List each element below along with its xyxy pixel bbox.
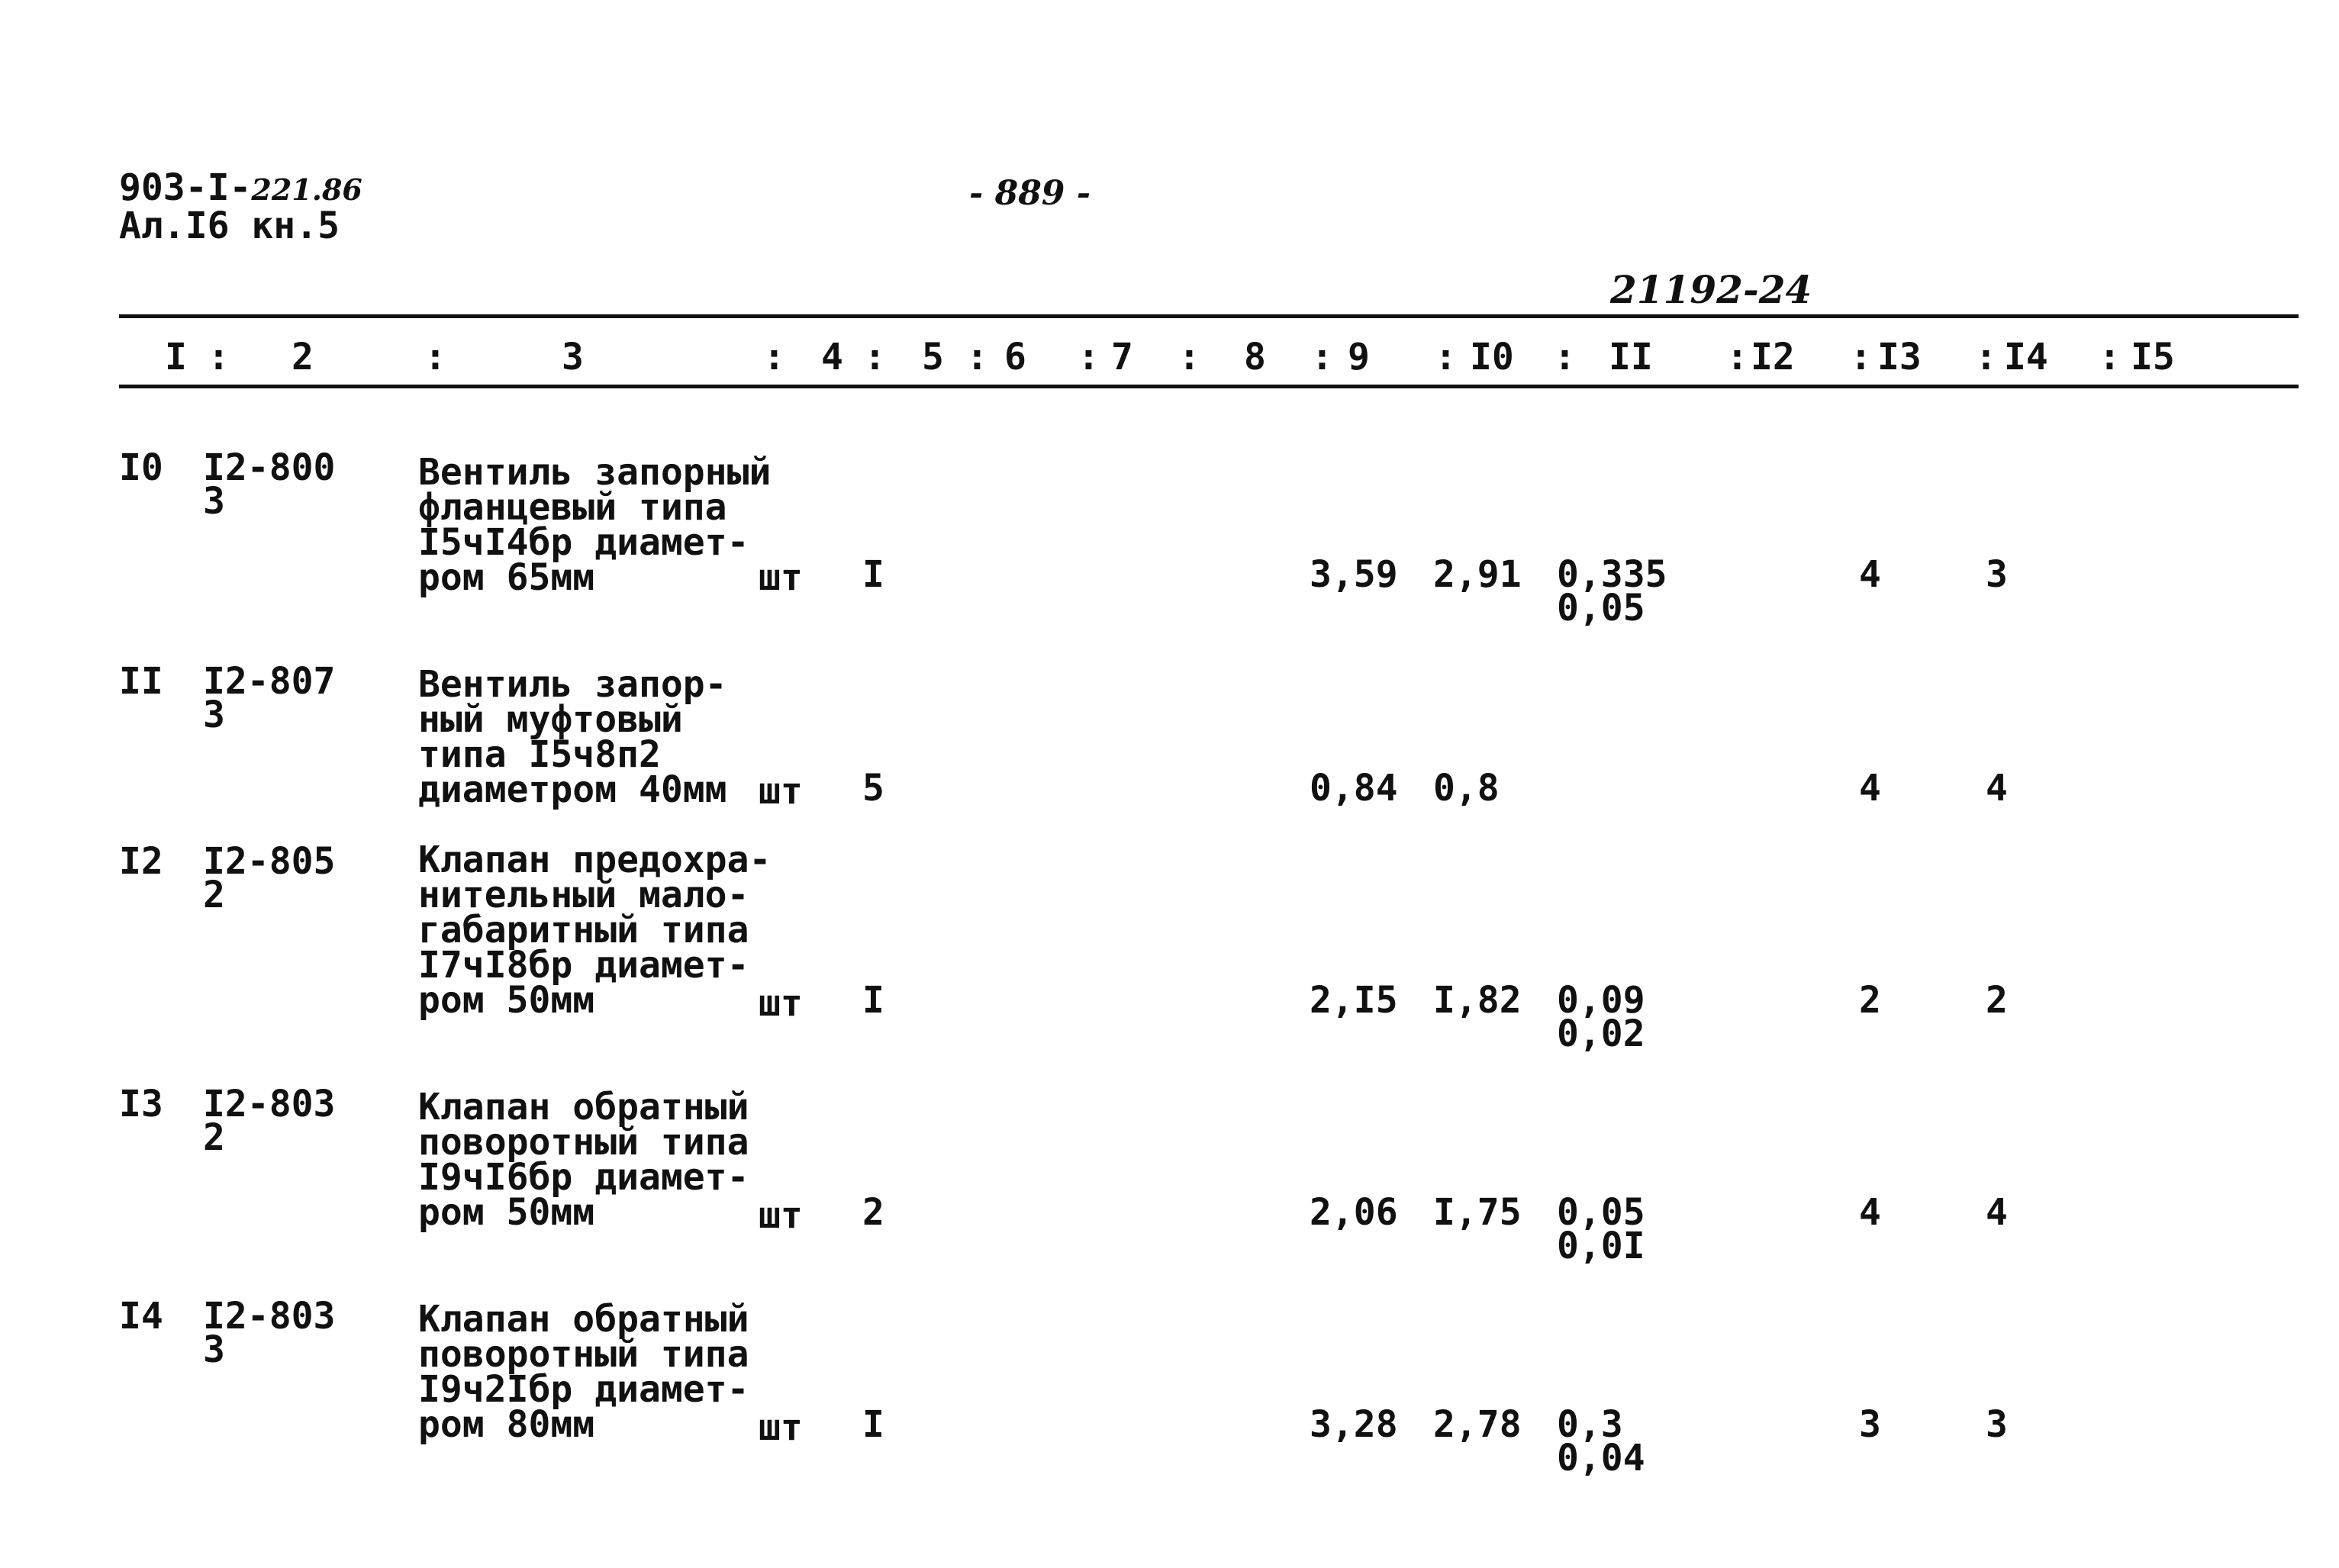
column-header: 7	[1111, 336, 1133, 378]
column-separator: :	[864, 336, 886, 378]
norm-code: I2-800	[203, 446, 336, 489]
item-description: Вентиль запорный фланцевый типа I5чI4бр диамет- ром 65мм	[418, 451, 772, 599]
page-number: - 889 -	[969, 174, 1091, 213]
quantity: I	[862, 1403, 884, 1446]
value-col13: 4	[1859, 1191, 1881, 1234]
norm-code-sub: 3	[203, 694, 225, 736]
column-header: I4	[2004, 336, 2048, 378]
column-separator: :	[966, 336, 988, 378]
column-separator: :	[2099, 336, 2121, 378]
value-col9: 0,84	[1310, 767, 1398, 810]
value-col13: 4	[1859, 767, 1881, 810]
value-col10: I,82	[1433, 979, 1522, 1022]
sheet-number: 21192-24	[1610, 267, 1812, 312]
column-header: I5	[2131, 336, 2175, 378]
row-number: II	[119, 660, 163, 703]
value-col10: 0,8	[1433, 767, 1500, 810]
column-separator: :	[1311, 336, 1333, 378]
value-col13: 4	[1859, 553, 1881, 596]
norm-code: I2-805	[203, 840, 336, 883]
row-number: I2	[119, 840, 163, 883]
column-header: 5	[922, 336, 944, 378]
value-col10: 2,91	[1433, 553, 1522, 596]
column-header: 8	[1244, 336, 1266, 378]
column-separator: :	[1078, 336, 1100, 378]
quantity: I	[862, 979, 884, 1022]
norm-code: I2-803	[203, 1083, 336, 1125]
value-col14: 4	[1986, 767, 2008, 810]
value-col11-main: 0,05	[1557, 1191, 1645, 1234]
row-number: I3	[119, 1083, 163, 1125]
quantity: 5	[862, 767, 884, 810]
value-col11-sub: 0,0I	[1557, 1225, 1645, 1267]
column-header: 2	[292, 336, 314, 378]
column-header: I	[165, 336, 187, 378]
column-header: 3	[562, 336, 584, 378]
album-reference: Ал.I6 кн.5	[119, 204, 340, 247]
item-description: Клапан предохра- нительный мало- габаритный типа I7чI8бр диамет- ром 50мм	[418, 839, 772, 1022]
column-separator: :	[424, 336, 446, 378]
column-separator: :	[1178, 336, 1200, 378]
value-col9: 3,28	[1310, 1403, 1398, 1446]
column-header: I0	[1470, 336, 1514, 378]
column-separator: :	[1554, 336, 1576, 378]
item-description: Клапан обратный поворотный типа I9чI6бр диамет- ром 50мм	[418, 1086, 749, 1234]
column-header: II	[1609, 336, 1653, 378]
table-header-rule	[119, 385, 2299, 388]
column-separator: :	[1975, 336, 1997, 378]
unit: шт	[759, 1406, 803, 1449]
unit: шт	[759, 982, 803, 1025]
norm-code-sub: 3	[203, 1328, 225, 1371]
norm-code-sub: 2	[203, 874, 225, 916]
value-col11-main: 0,09	[1557, 979, 1645, 1022]
column-header: I3	[1877, 336, 1922, 378]
column-header: 6	[1004, 336, 1026, 378]
unit: шт	[759, 1194, 803, 1237]
column-separator: :	[1435, 336, 1457, 378]
value-col10: 2,78	[1433, 1403, 1522, 1446]
document-code-suffix: 221.86	[251, 172, 362, 207]
quantity: I	[862, 553, 884, 596]
norm-code: I2-803	[203, 1295, 336, 1338]
value-col11-main: 0,335	[1557, 553, 1667, 596]
quantity: 2	[862, 1191, 884, 1234]
value-col9: 3,59	[1310, 553, 1398, 596]
unit: шт	[759, 770, 803, 813]
value-col13: 3	[1859, 1403, 1881, 1446]
value-col11-sub: 0,04	[1557, 1437, 1645, 1479]
column-separator: :	[208, 336, 230, 378]
row-number: I0	[119, 446, 163, 489]
column-header: I2	[1751, 336, 1795, 378]
norm-code-sub: 2	[203, 1116, 225, 1159]
value-col14: 4	[1986, 1191, 2008, 1234]
table-top-rule	[119, 314, 2299, 318]
item-description: Клапан обратный поворотный типа I9ч2Iбр диамет- ром 80мм	[418, 1298, 749, 1446]
column-separator: :	[1726, 336, 1748, 378]
document-code-prefix: 903-I-	[119, 166, 252, 209]
unit: шт	[759, 556, 803, 599]
value-col14: 3	[1986, 1403, 2008, 1446]
document-code	[119, 166, 362, 209]
column-header: 9	[1348, 336, 1370, 378]
item-description: Вентиль запор- ный муфтовый типа I5ч8п2 диаметром 40мм	[418, 663, 727, 811]
value-col11-sub: 0,05	[1557, 587, 1645, 629]
value-col14: 2	[1986, 979, 2008, 1022]
value-col9: 2,06	[1310, 1191, 1398, 1234]
row-number: I4	[119, 1295, 163, 1338]
column-separator: :	[1850, 336, 1872, 378]
column-header: 4	[821, 336, 843, 378]
value-col11-main: 0,3	[1557, 1403, 1623, 1446]
value-col14: 3	[1986, 553, 2008, 596]
column-separator: :	[763, 336, 785, 378]
norm-code: I2-807	[203, 660, 336, 703]
value-col9: 2,I5	[1310, 979, 1398, 1022]
value-col11-sub: 0,02	[1557, 1013, 1645, 1055]
value-col10: I,75	[1433, 1191, 1522, 1234]
norm-code-sub: 3	[203, 480, 225, 523]
value-col13: 2	[1859, 979, 1881, 1022]
